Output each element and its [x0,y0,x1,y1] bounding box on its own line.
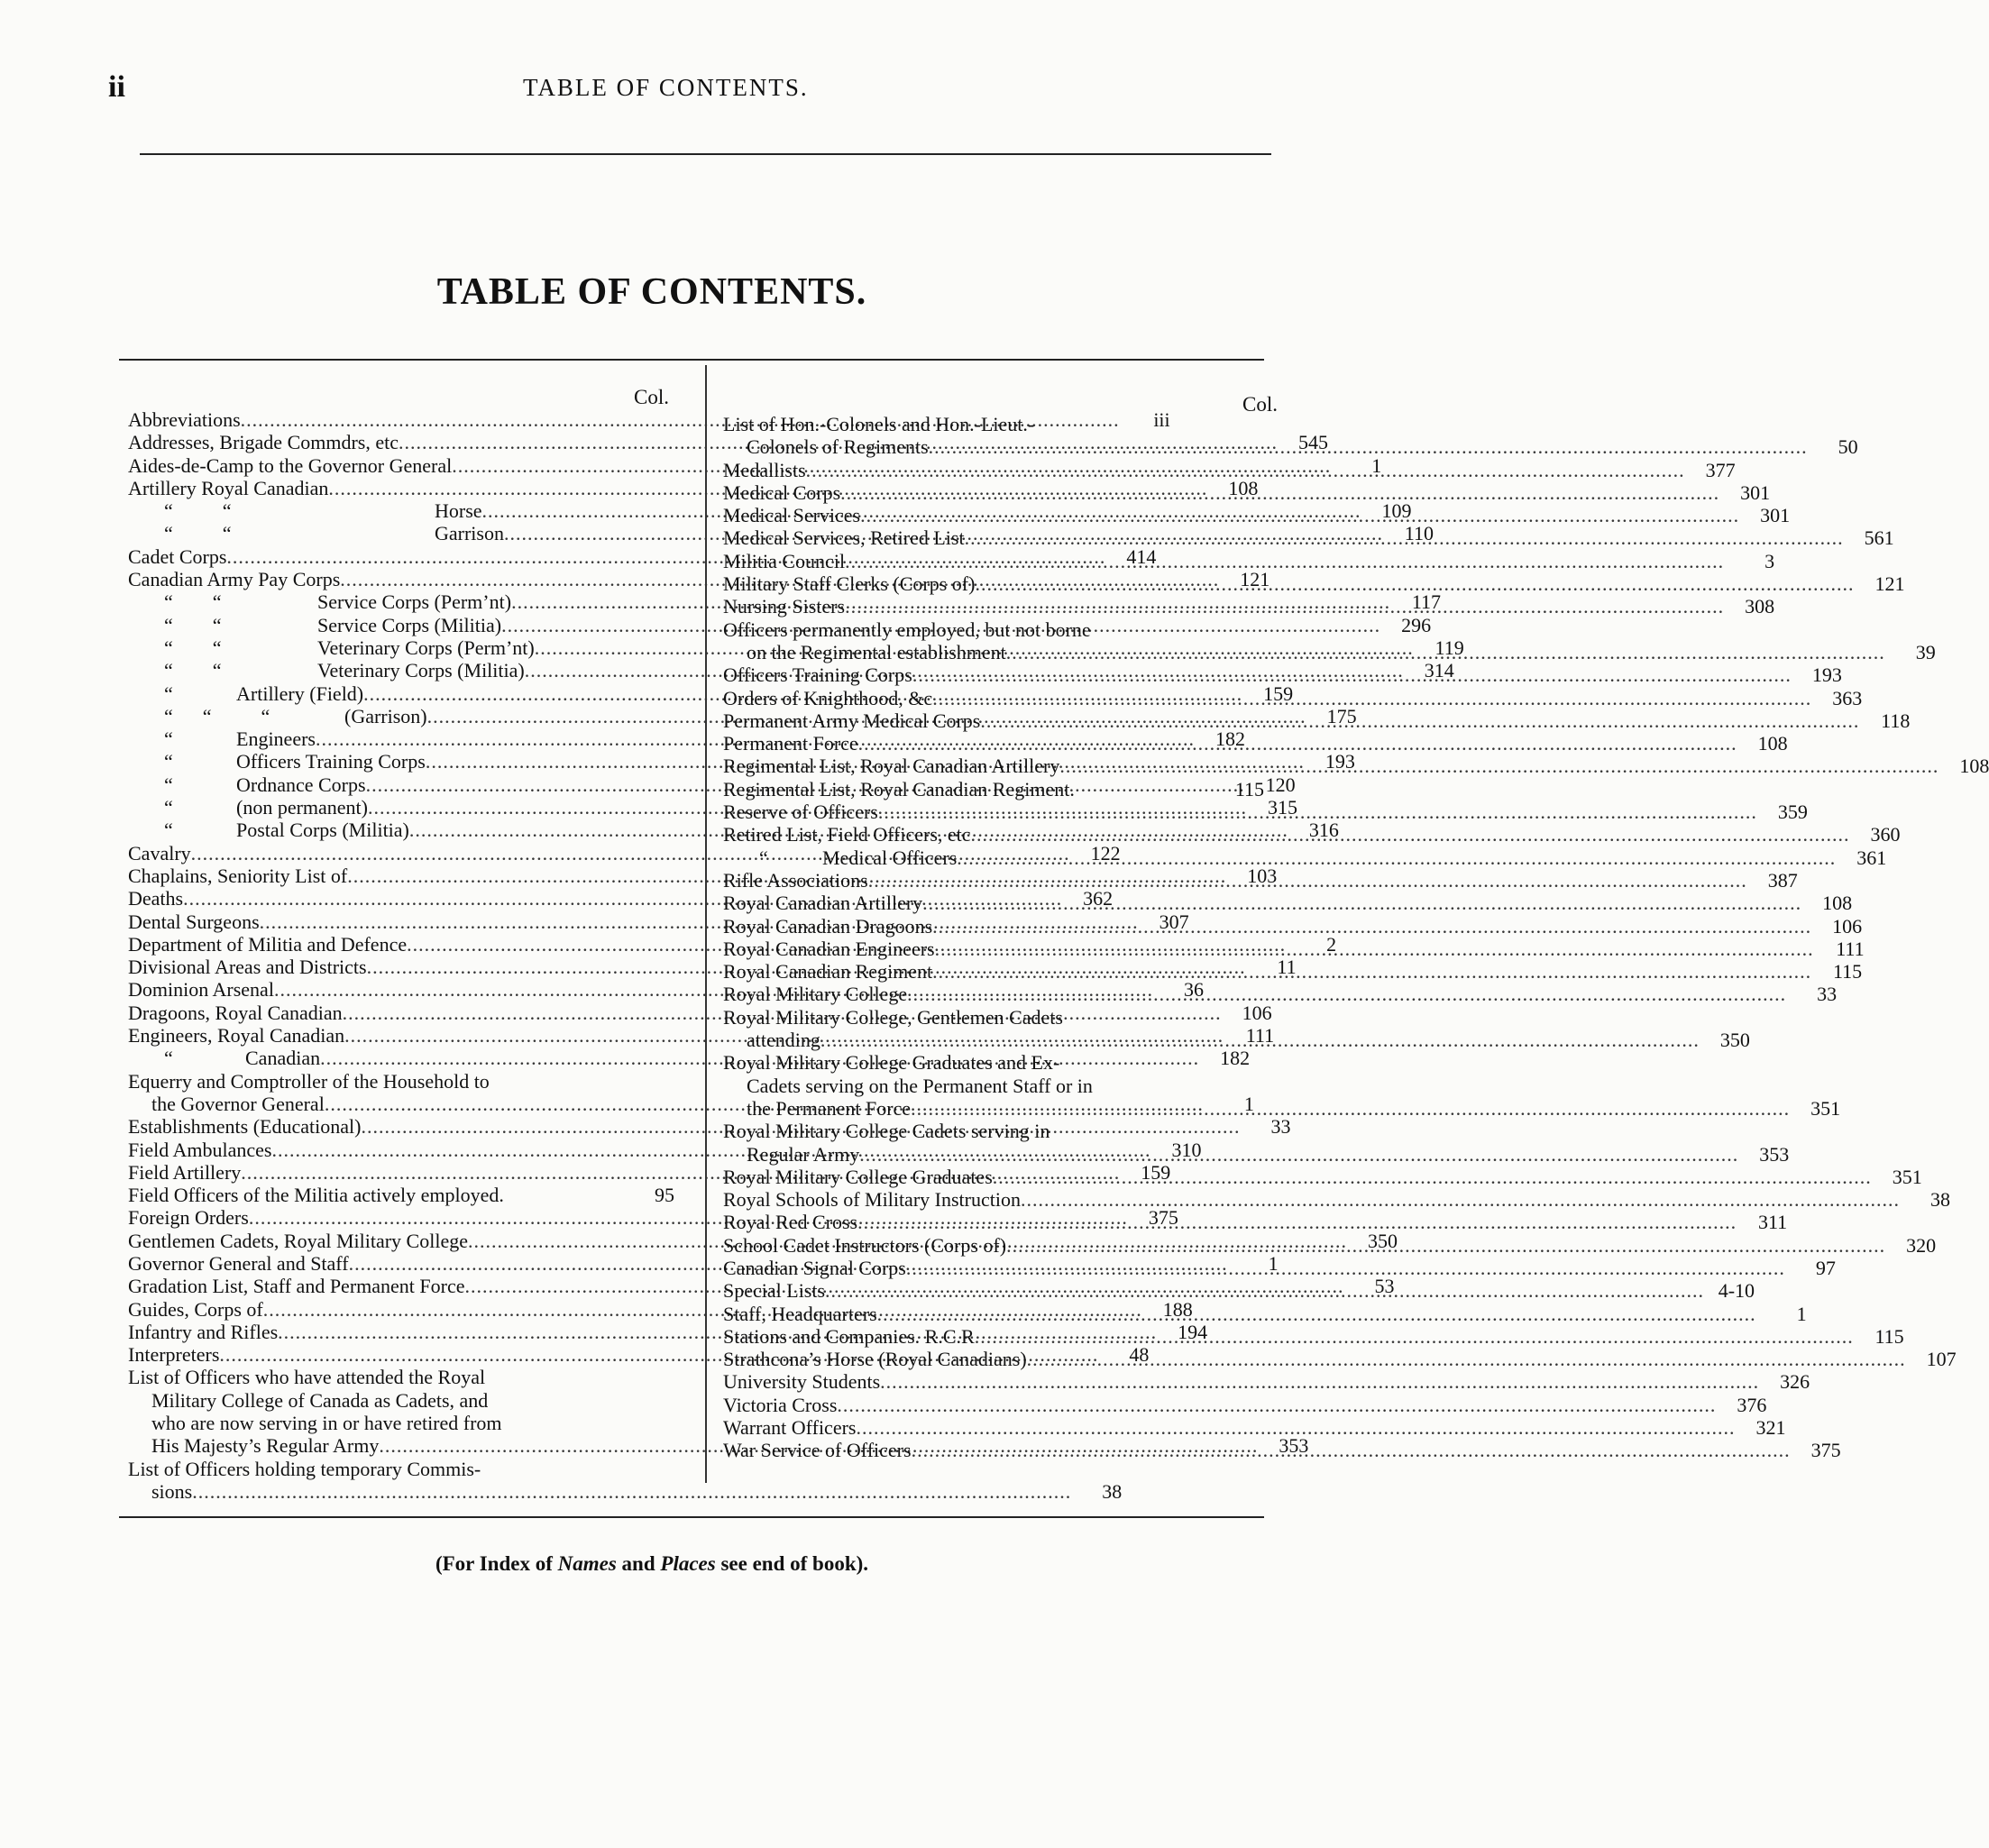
dot-leader [877,1303,1756,1325]
dot-leader [856,1416,1735,1439]
dot-leader [880,1370,1759,1393]
dot-leader [860,504,1739,526]
ditto-mark: “ “ [164,613,222,636]
ditto-mark: “ [164,1047,173,1070]
toc-entry-title: Medical Corps [723,480,841,504]
toc-entry-col: 110 [1404,522,1434,545]
toc-entry [723,960,1863,983]
toc-entry [723,1416,1786,1440]
toc-entry-col: 545 [1298,431,1328,454]
dot-leader [975,1325,1854,1348]
ditto-mark: “ [164,819,173,842]
toc-entry-col: 2 [1326,932,1337,956]
toc-entry [723,983,1838,1006]
toc-entry-col: 301 [1740,480,1771,504]
toc-entry-col: 108 [1822,892,1853,915]
toc-entry-col: 1 [1371,453,1382,477]
toc-entry-title: Department of Militia and Defence [128,932,408,956]
toc-entry-title: Medallists [723,458,806,481]
page-number: ii [108,70,125,104]
dot-leader [837,1394,1716,1416]
toc-entry-col: 314 [1424,659,1454,682]
dot-leader [912,1439,1791,1461]
toc-entry-title: Equerry and Comptroller of the Household to [128,1069,490,1093]
toc-entry-title: Artillery Royal Canadian [128,476,329,499]
toc-entry-col: 107 [1926,1348,1957,1371]
toc-entry-col: 106 [1242,1001,1272,1024]
toc-entry-col: 108 [1959,755,1989,778]
toc-entry-title: Service Corps (Militia) [317,613,502,636]
toc-entry-title: Colonels of Regiments [747,435,929,459]
toc-entry-title: Deaths [128,887,184,910]
toc-entry-title: His Majesty’s Regular Army [151,1434,380,1458]
toc-entry [723,618,1264,641]
toc-entry-col: 326 [1780,1370,1810,1394]
toc-entry-title: List of Hon.-Colonels and Hon.-Lieut.- [723,413,1035,435]
dot-leader [825,1279,1704,1302]
toc-entry [128,1458,674,1480]
toc-entry [723,549,1775,572]
ditto-mark: “ “ [164,636,222,659]
toc-entry-col: 38 [1102,1479,1123,1503]
toc-entry-title: Chaplains, Seniority List of [128,864,348,887]
ditto-mark: “ [164,750,173,773]
top-table-rule [119,359,1264,361]
toc-entry-col: 350 [1367,1229,1398,1252]
toc-entry-title: Postal Corps (Militia) [236,819,409,842]
footnote-suffix: see end of book). [715,1552,869,1575]
toc-entry-title: Infantry and Rifles [128,1320,279,1343]
toc-entry-title: on the Regimental establishment [747,640,1006,663]
dot-leader [932,687,1811,709]
toc-entry-title: Service Corps (Perm’nt) [317,590,512,614]
toc-entry-title: Nursing Sisters [723,595,846,618]
toc-entry [723,846,1887,869]
toc-entry-title: Regimental List, Royal Canadian Artillery [723,755,1060,778]
toc-entry-title: Royal Military College Graduates [723,1165,993,1188]
toc-entry-col: 11 [1277,956,1297,979]
toc-entry-col: 111 [1836,937,1865,960]
toc-entry-title: Veterinary Corps (Perm’nt) [317,636,535,659]
col-label-left: Col. [634,386,669,408]
toc-entry-col: 376 [1737,1393,1767,1416]
footnote-names: Names [557,1552,617,1575]
toc-entry-col: 360 [1870,823,1901,846]
toc-entry-title: Military College of Canada as Cadets, and [151,1388,489,1412]
toc-entry-title: Royal Military College Cadets serving in [723,1120,1050,1143]
toc-entry-title: Governor General and Staff [128,1251,349,1275]
toc-entry-title: Militia Council [723,549,846,572]
ditto-mark: “ “ [164,499,232,523]
toc-entry-col: iii [1153,408,1170,431]
toc-entry-col: 188 [1162,1297,1193,1321]
toc-entry-col: 175 [1326,704,1357,727]
toc-entry-title: Permanent Force [723,732,858,755]
dot-leader [857,1211,1737,1233]
toc-entry-title: List of Officers holding temporary Commis- [128,1457,481,1480]
toc-entry-col: 414 [1126,544,1157,568]
toc-entry-title: University Students [723,1370,881,1394]
page-title: TABLE OF CONTENTS. [436,271,867,313]
footnote-prefix: (For Index of [435,1552,558,1575]
ditto-mark: “ [164,682,173,705]
toc-entry-title: Warrant Officers [723,1416,857,1440]
toc-entry-title: Permanent Army Medical Corps [723,709,981,732]
toc-entry-title: Abbreviations [128,408,241,431]
toc-entry-title: Ordnance Corps [236,773,366,796]
toc-entry-col: 377 [1705,458,1736,481]
dot-leader [929,435,1808,458]
toc-entry-title: Strathcona’s Horse (Royal Canadians) [723,1348,1027,1371]
toc-entry [723,1120,1264,1142]
toc-entry-title: Officers permanently employed, but not borne [723,618,1091,641]
toc-entry-title: Field Ambulances [128,1138,272,1161]
toc-entry-title: Medical Officers [822,846,958,869]
toc-entry-title: Addresses, Brigade Commdrs, etc [128,431,399,454]
dot-leader [845,595,1724,618]
toc-entry-col: 1 [1243,1092,1254,1115]
toc-entry-col: 117 [1411,590,1442,614]
toc-entry [723,1370,1810,1394]
toc-entry-col: 159 [1141,1160,1171,1184]
dot-leader [845,550,1724,572]
toc-entry-title: War Service of Officers [723,1439,912,1462]
toc-entry-col: 108 [1757,732,1788,755]
toc-entry-col: 315 [1268,796,1297,819]
header-rule [140,153,1271,155]
toc-entry-col: 106 [1832,914,1863,938]
toc-entry-col: 301 [1760,504,1791,527]
toc-entry-title: (non permanent) [236,796,368,819]
toc-entry-title: Aides-de-Camp to the Governor General [128,453,453,477]
footnote-and: and [616,1552,661,1575]
toc-entry-col: 307 [1159,910,1189,933]
toc-entry-col: 48 [1129,1343,1150,1367]
dot-leader [957,846,1836,869]
dot-leader [932,960,1811,983]
footnote-places: Places [660,1552,716,1575]
toc-entry-title: Officers Training Corps [236,750,426,773]
dot-leader [859,1143,1738,1166]
toc-entry-col: 320 [1906,1233,1937,1257]
toc-entry-title: who are now serving in or have retired from [151,1412,502,1435]
toc-entry [723,1188,1950,1212]
toc-entry-title: Royal Canadian Artillery [723,892,923,915]
toc-entry [128,1070,674,1093]
toc-entry-col: 310 [1171,1138,1202,1161]
dot-leader [912,663,1792,686]
toc-entry-col: 53 [1374,1275,1395,1298]
toc-entry-col: 182 [1220,1047,1251,1070]
toc-entry-col: 50 [1838,435,1858,459]
toc-entry-title: Guides, Corps of [128,1297,263,1321]
toc-entry [723,1324,1904,1348]
toc-entry-col: 308 [1745,595,1775,618]
toc-entry [128,1479,1123,1503]
toc-entry-title: Gentlemen Cadets, Royal Military College [128,1229,468,1252]
toc-entry-title: Cadet Corps [128,544,227,568]
toc-entry-col: 361 [1856,846,1887,869]
toc-entry-title: Regimental List, Royal Canadian Regiment. [723,777,1075,800]
toc-entry [723,413,1264,435]
ditto-mark: “ [164,773,173,796]
ditto-mark: “ “ “ [164,704,270,727]
toc-entry-title: Canadian [245,1047,321,1070]
toc-entry-col: 4-10 [1718,1279,1755,1303]
toc-entry-title: Medical Services [723,504,861,527]
toc-entry-col: 119 [1434,636,1464,659]
toc-entry-title: attending [747,1029,820,1052]
toc-entry-col: 359 [1777,800,1808,824]
dot-leader [975,572,1854,595]
toc-entry [128,1389,674,1412]
dot-leader [868,869,1747,892]
toc-entry-title: Canadian Signal Corps [723,1256,906,1279]
toc-entry-title: Divisional Areas and Districts [128,956,367,979]
toc-entry [723,1256,1836,1279]
dot-leader [1021,1188,1900,1211]
toc-entry-title: Artillery (Field) [236,682,364,705]
index-footnote [0,1552,1304,1576]
toc-entry-title: Royal Canadian Dragoons [723,914,933,938]
toc-entry-title: (Garrison) [344,704,427,727]
toc-entry-col: 118 [1881,709,1911,732]
toc-entry-title: Orders of Knighthood, &c [723,686,933,709]
toc-entry-title: School Cadet Instructors (Corps of) [723,1233,1007,1257]
toc-entry-title: Royal Red Cross [723,1211,858,1234]
toc-entry-title: Stations and Companies. R.C.R [723,1324,975,1348]
toc-entry-col: 33 [1270,1115,1291,1139]
toc-entry-col: 95 [655,1184,674,1207]
dot-leader [922,892,1801,914]
dot-leader [1059,755,1939,777]
toc-entry-col: 182 [1214,727,1245,751]
toc-entry-title: Horse [435,499,482,523]
ditto-mark: “ [164,727,173,751]
toc-entry-col: 194 [1178,1320,1208,1343]
toc-entry-col: 561 [1864,526,1894,550]
toc-entry-col: 109 [1381,499,1412,523]
toc-entry-col: 121 [1240,568,1270,591]
toc-entry-title: Medical Services, Retired List [723,526,965,550]
toc-entry-title: Regular Army [747,1142,860,1166]
toc-entry-title: Reserve of Officers [723,800,878,824]
toc-entry-title: Royal Military College, Gentlemen Cadets [723,1005,1063,1029]
toc-entry-col: 387 [1767,868,1798,892]
toc-entry-col: 375 [1810,1439,1841,1462]
toc-entry [723,732,1788,755]
toc-entry-title: Special Lists [723,1279,826,1303]
toc-entry-title: Dental Surgeons [128,910,260,933]
toc-entry [723,1211,1788,1234]
toc-entry [128,1412,674,1434]
toc-entry-col: 108 [1228,476,1259,499]
ditto-mark: “ “ [164,522,232,545]
toc-entry-title: Garrison [435,522,504,545]
dot-leader [993,1166,1872,1188]
dot-leader [1027,1348,1906,1370]
toc-entry-col: 316 [1308,819,1339,842]
toc-entry [723,1096,1841,1120]
dot-leader [192,1480,1071,1503]
toc-entry [723,1006,1264,1029]
dot-leader [878,800,1757,823]
toc-entry-title: Dominion Arsenal [128,978,274,1002]
toc-entry-title: Staff, Headquarters [723,1302,877,1325]
toc-entry-col: 1 [1796,1302,1807,1325]
toc-entry-col: 97 [1815,1256,1836,1279]
bottom-table-rule [119,1516,1264,1518]
toc-entry [723,937,1865,960]
toc-entry [723,892,1853,915]
running-header: TABLE OF CONTENTS. [523,74,809,101]
toc-entry [723,1075,1264,1097]
dot-leader [906,1257,1785,1279]
toc-entry-title: Interpreters [128,1343,220,1367]
dot-leader [1006,641,1885,663]
dot-leader [965,526,1844,549]
toc-entry-col: 33 [1817,983,1838,1006]
toc-entry [723,458,1736,481]
dot-leader [911,1097,1790,1120]
toc-entry-title: Dragoons, Royal Canadian [128,1001,343,1024]
toc-entry [723,572,1905,596]
ditto-mark: “ “ [164,590,222,614]
toc-entry-title: Gradation List, Staff and Permanent Force [128,1275,465,1298]
toc-entry [723,914,1863,938]
toc-entry-col: 115 [1234,777,1264,800]
dot-leader [858,732,1737,755]
toc-entry-col: 38 [1929,1188,1950,1212]
toc-entry-title: Engineers [236,727,316,751]
dot-leader [935,938,1814,960]
toc-entry-col: 115 [1832,960,1863,983]
toc-entry-title: Officers Training Corps [723,663,912,687]
toc-entry-title: Victoria Cross [723,1393,838,1416]
toc-entry-title: Royal Military College [723,983,908,1006]
dot-leader [971,823,1850,846]
toc-entry-title: Military Staff Clerks (Corps of) [723,572,976,596]
toc-entry-col: 39 [1915,640,1936,663]
toc-entry-title: Engineers, Royal Canadian [128,1024,345,1048]
toc-entry-col: 159 [1263,682,1294,705]
toc-entry-col: 375 [1148,1206,1178,1230]
toc-entry [723,1165,1922,1188]
toc-entry-title: Veterinary Corps (Militia) [317,659,525,682]
toc-entry-col: 311 [1757,1211,1788,1234]
toc-entry-col: 353 [1759,1142,1790,1166]
toc-entry-title: Cadets serving on the Permanent Staff or in [747,1074,1093,1097]
toc-entry-col: 111 [1245,1024,1275,1048]
toc-entry-col: 351 [1810,1096,1841,1120]
toc-entry-col: 120 [1265,773,1296,796]
toc-entry-col: 363 [1832,686,1863,709]
toc-entry [723,1348,1957,1371]
toc-entry-title: Field Artillery [128,1160,242,1184]
toc-entry-title: Canadian Army Pay Corps [128,568,341,591]
col-label-right: Col. [1242,393,1278,416]
toc-entry [723,480,1771,504]
toc-entry-title: Royal Canadian Engineers [723,937,935,960]
toc-entry-col: 122 [1090,841,1121,865]
toc-entry-title: Royal Military College Graduates and Ex- [723,1051,1060,1075]
toc-entry-title: Establishments (Educational) [128,1115,362,1139]
toc-entry-title: Royal Schools of Military Instruction [723,1188,1021,1212]
dot-leader [907,983,1786,1005]
toc-entry [128,1184,674,1206]
toc-entry-title: List of Officers who have attended the Royal [128,1366,486,1389]
ditto-mark: “ [759,846,768,869]
ditto-mark: “ [164,796,173,819]
toc-entry-col: 296 [1401,613,1432,636]
toc-entry-col: 36 [1183,978,1204,1002]
toc-entry [723,778,1264,800]
dot-leader [932,915,1811,938]
toc-entry [723,1142,1790,1166]
toc-entry-title: Royal Canadian Regiment [723,960,933,983]
toc-entry-title: Rifle Associations [723,868,868,892]
dot-leader [806,459,1685,481]
toc-entry-title: Field Officers of the Militia actively employed. [128,1184,504,1207]
toc-entry [723,1302,1807,1325]
toc-entry-col: 353 [1279,1434,1309,1458]
toc-entry-col: 103 [1247,864,1278,887]
dot-leader [840,481,1719,504]
toc-entry [128,1366,674,1388]
toc-entry-title: the Permanent Force [747,1096,912,1120]
toc-entry-title: Retired List, Field Officers, etc [723,823,971,846]
ditto-mark: “ “ [164,659,222,682]
toc-entry-col: 362 [1083,887,1114,910]
toc-entry-col: 1 [1268,1251,1279,1275]
dot-leader [820,1029,1700,1051]
toc-entry-col: 3 [1764,549,1775,572]
toc-entry-col: 321 [1755,1416,1786,1440]
toc-entry-title: Cavalry [128,841,191,865]
dot-leader [1006,1234,1885,1257]
toc-entry [723,1051,1264,1074]
toc-entry-col: 193 [1811,663,1842,687]
toc-entry [723,1029,1750,1052]
toc-entry-col: 351 [1892,1165,1922,1188]
toc-entry-col: 350 [1719,1029,1750,1052]
toc-entry-col: 115 [1874,1324,1904,1348]
toc-entry-title: sions [151,1479,193,1503]
toc-entry-col: 121 [1874,572,1905,596]
toc-entry-col: 193 [1324,750,1355,773]
dot-leader [980,709,1859,732]
toc-entry [723,1393,1767,1416]
toc-entry-title: the Governor General [151,1092,325,1115]
toc-entry-title: Foreign Orders [128,1206,249,1230]
